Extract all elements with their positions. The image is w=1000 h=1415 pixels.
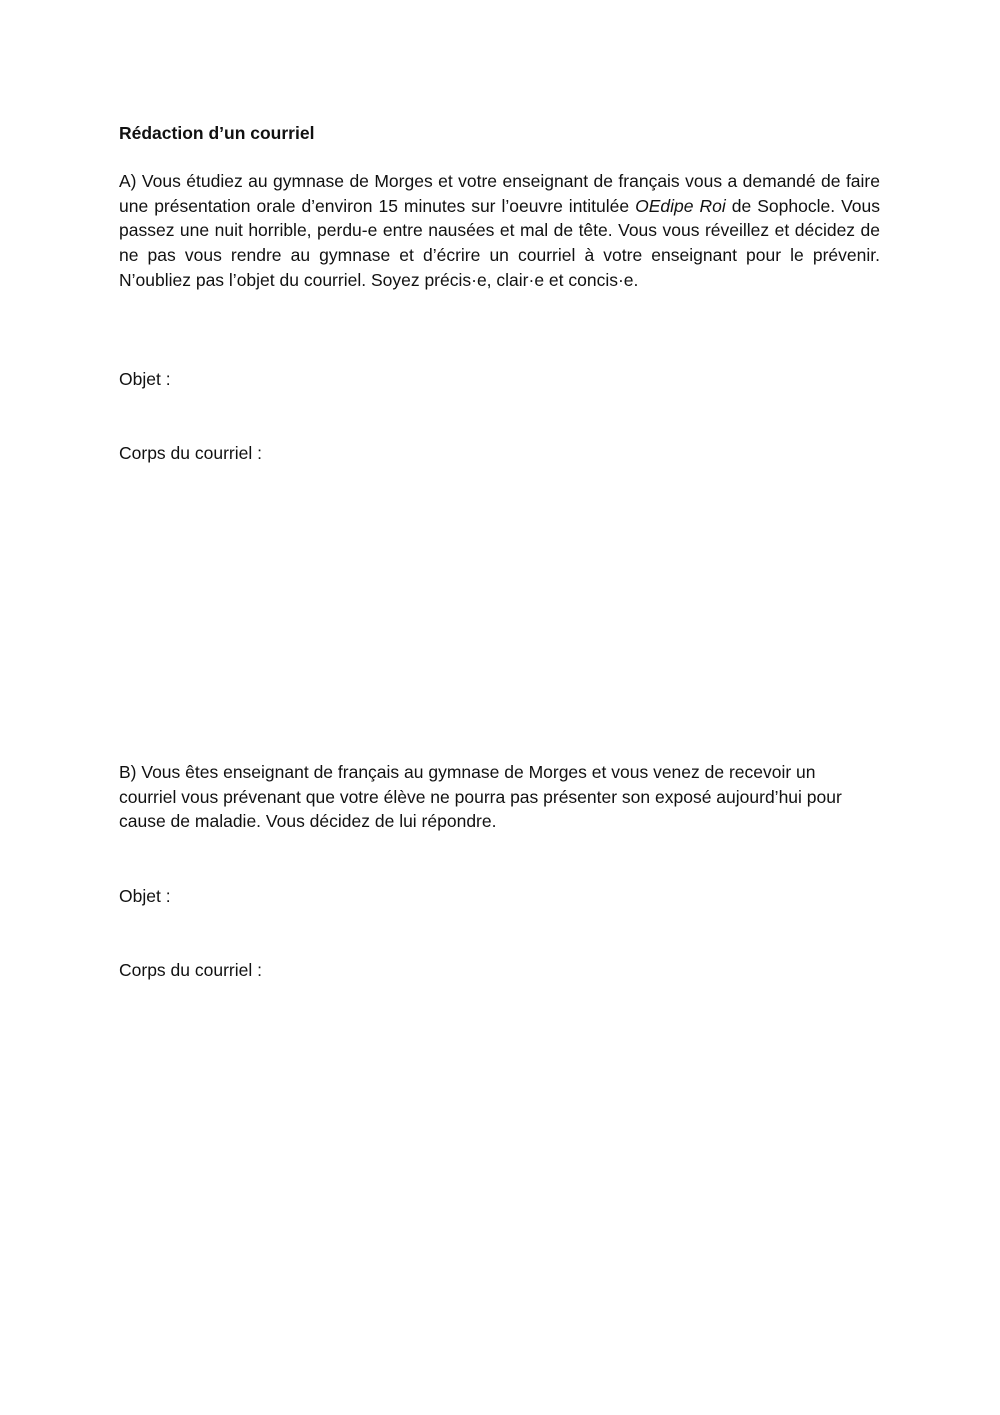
section-a-text-end: de Sophocle. Vous passez une nuit horrible, perdu-e entre nausées et mal de tête. Vous vous réveillez et décidez de ne pas vous rendre au gymnase et d’écrire un courriel à votre enseignant pour le prévenir. N’oubliez pas l’objet du courriel. Soyez précis·e, clair·e et concis·e. — [119, 195, 880, 290]
section-b-instructions: B) Vous êtes enseignant de français au gymnase de Morges et vous venez de recevoir un courriel vous prévenant que votre élève ne pourra pas présenter son exposé aujourd’hui pour cause de maladie. Vous décidez de lui répondre. — [119, 762, 842, 832]
section-b-corps-label: Corps du courriel : — [119, 960, 262, 980]
document-title: Rédaction d’un courriel — [119, 123, 315, 143]
section-a-instructions — [119, 169, 880, 293]
section-a-text-start: A) Vous étudiez au gymnase de Morges et votre enseignant de français vous a demandé de faire une présentation orale d’environ 15 minutes sur l’oeuvre intitulée — [119, 171, 880, 216]
work-title: OEdipe Roi — [635, 195, 726, 216]
section-a-objet-label: Objet : — [119, 369, 171, 389]
section-a-corps-label: Corps du courriel : — [119, 443, 262, 463]
section-b-objet-label: Objet : — [119, 886, 171, 906]
